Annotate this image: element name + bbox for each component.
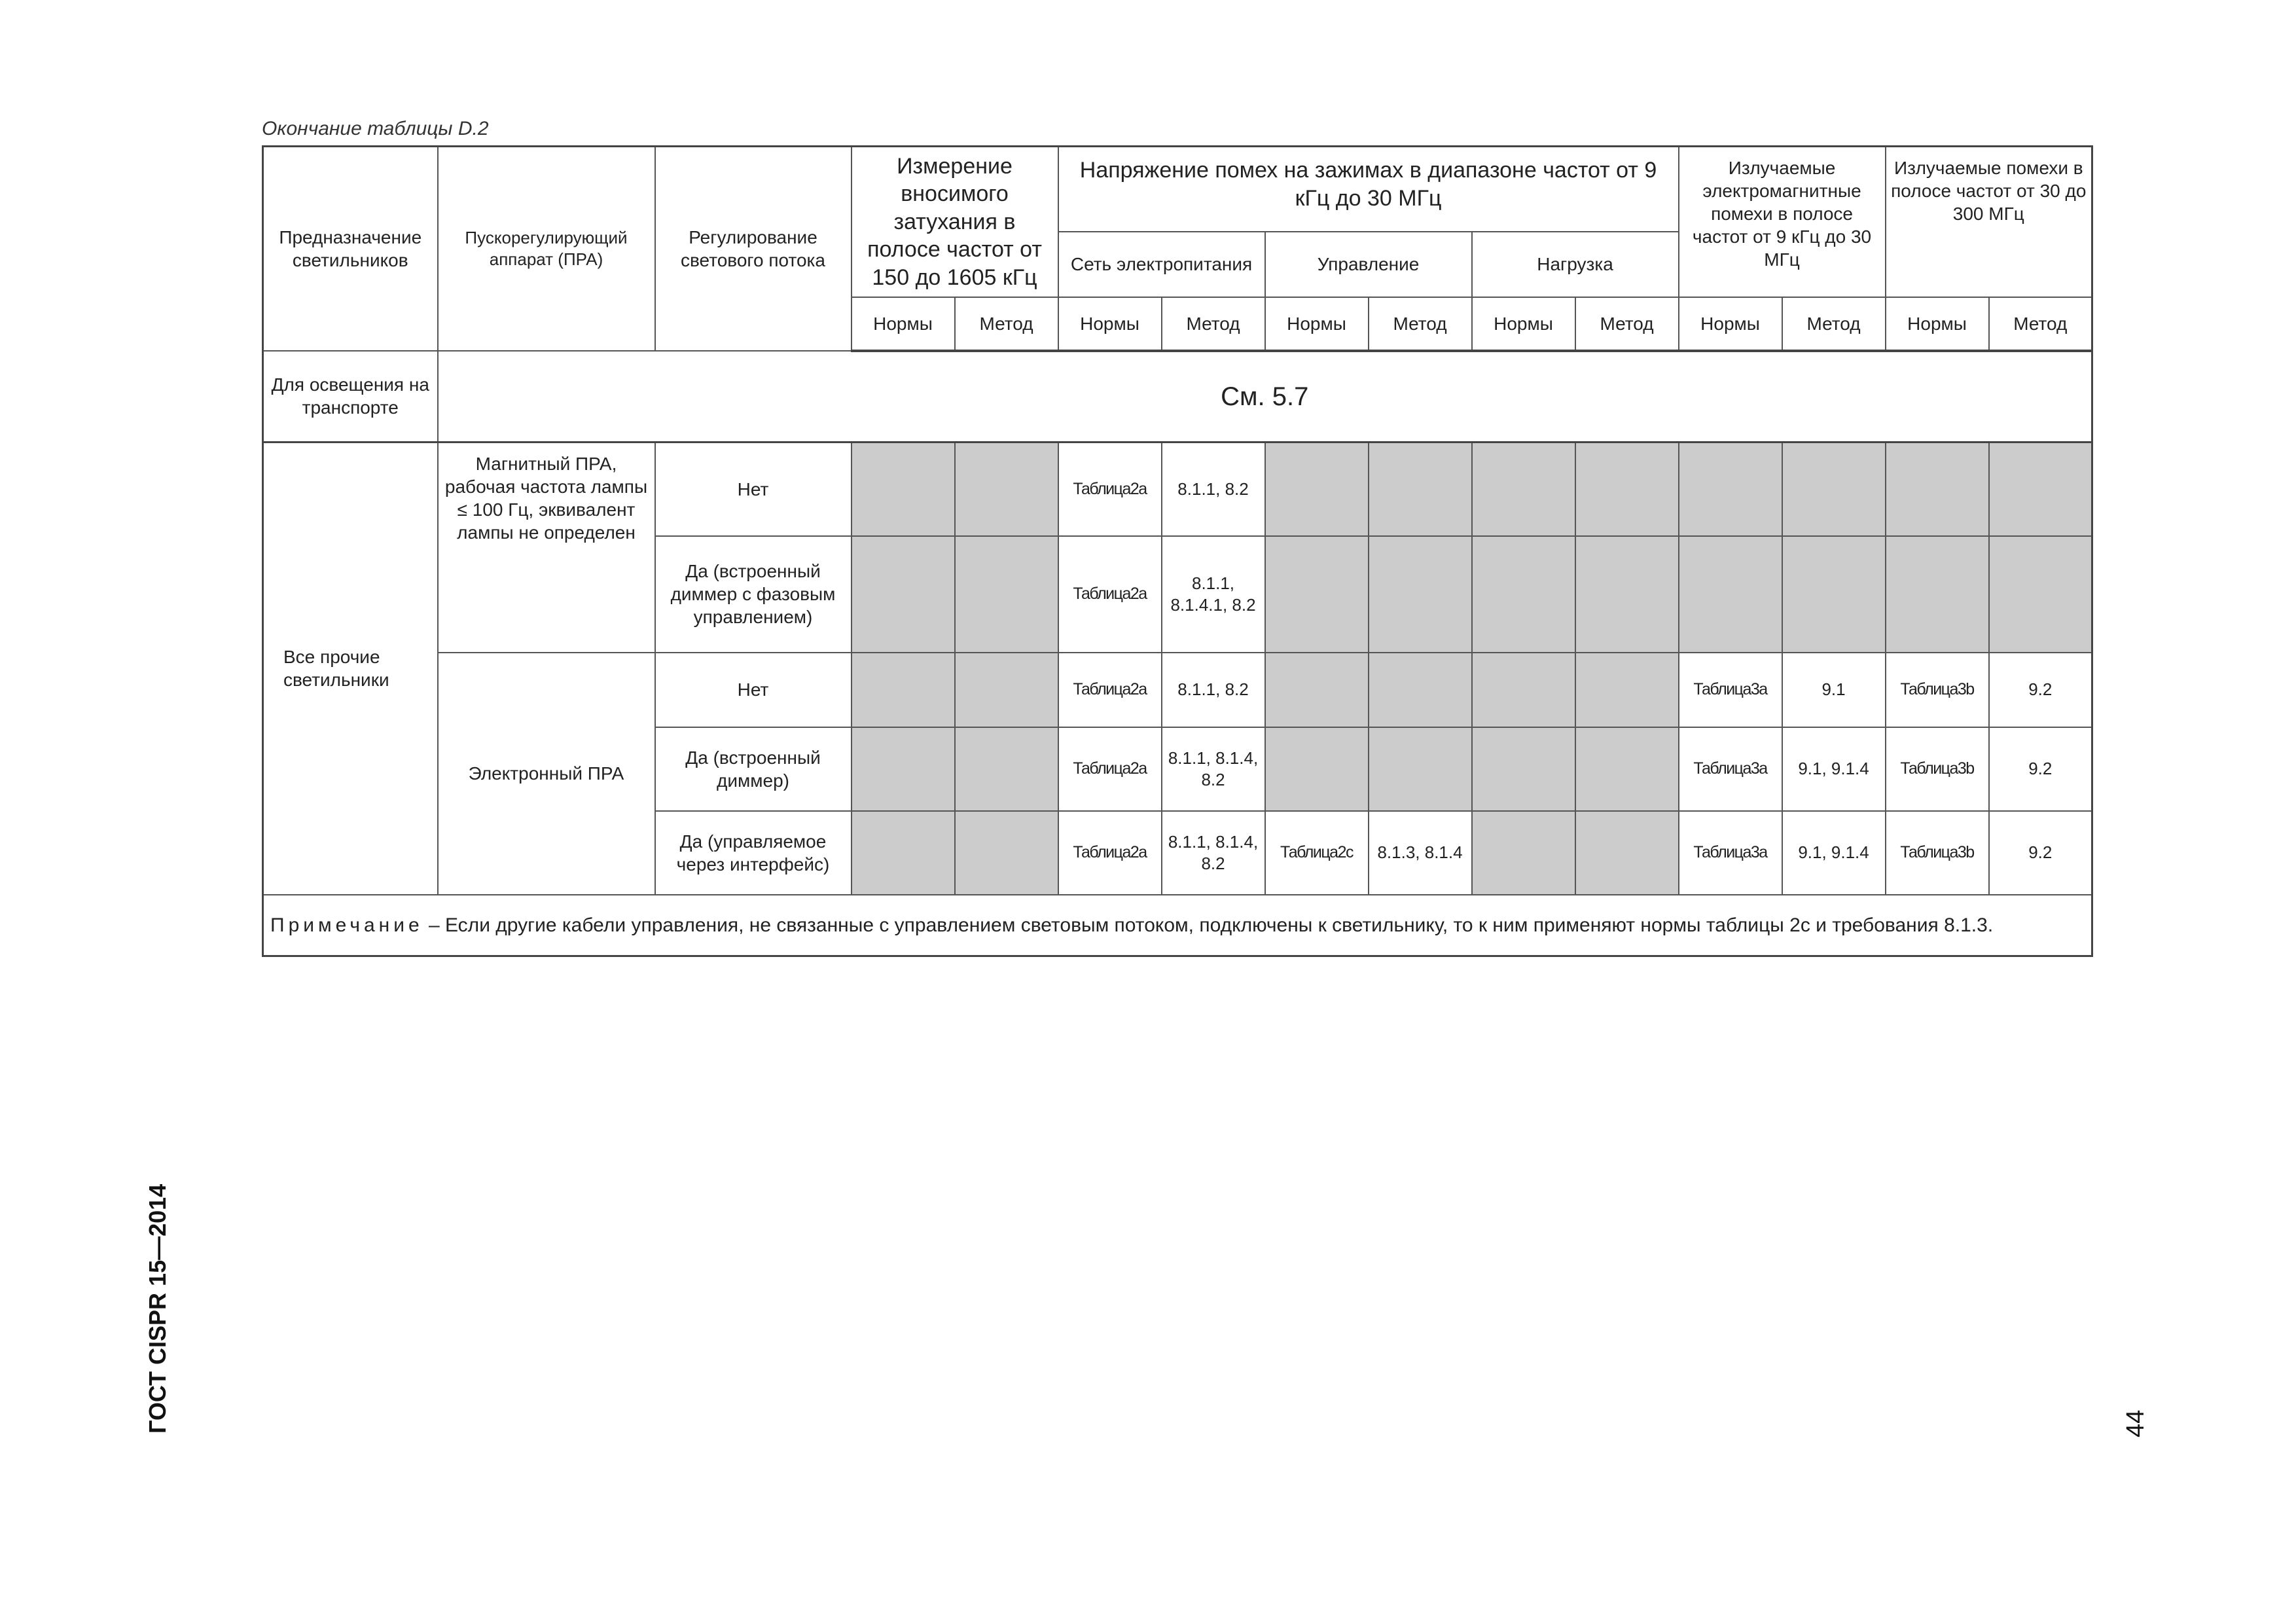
norm-cell: Таблица2a: [1058, 536, 1162, 653]
note-text: – Если другие кабели управления, не связанные с управлением световым потоком, подключены к светильнику, то к ним применяют нормы таблицы 2с и требования 8.1.3.: [423, 914, 1994, 936]
header-row-1: [263, 147, 2092, 232]
norm-cell: Таблица3a: [1679, 653, 1782, 727]
method-cell: 8.1.1, 8.1.4, 8.2: [1162, 811, 1265, 895]
header-radiated-30-300: Излучаемые помехи в полосе частот от 30 до 300 МГц: [1886, 147, 2092, 297]
header-norms: Нормы: [1265, 297, 1369, 351]
empty-cell: [852, 442, 955, 536]
header-method: Метод: [1162, 297, 1265, 351]
norm-cell: Таблица3a: [1679, 811, 1782, 895]
empty-cell: [852, 536, 955, 653]
header-method: Метод: [955, 297, 1058, 351]
empty-cell: [1369, 442, 1472, 536]
header-insertion-loss: Измерение вносимого затухания в полосе частот от 150 до 1605 кГц: [852, 147, 1058, 297]
empty-cell: [1369, 653, 1472, 727]
empty-cell: [955, 653, 1058, 727]
empty-cell: [1472, 653, 1575, 727]
page-number: 44: [2122, 1409, 2149, 1437]
header-norms: Нормы: [1472, 297, 1575, 351]
method-cell: 8.1.1, 8.1.4, 8.2: [1162, 727, 1265, 811]
empty-cell: [852, 653, 955, 727]
empty-cell: [1575, 811, 1679, 895]
empty-cell: [852, 727, 955, 811]
header-purpose: Предназначение светильников: [263, 147, 438, 351]
method-cell: 9.1, 9.1.4: [1782, 727, 1886, 811]
method-cell: 8.1.1, 8.2: [1162, 442, 1265, 536]
empty-cell: [1782, 442, 1886, 536]
method-cell: 9.1, 9.1.4: [1782, 811, 1886, 895]
method-cell: 9.2: [1989, 653, 2092, 727]
table-d2: [262, 145, 2093, 957]
method-cell: 8.1.1, 8.2: [1162, 653, 1265, 727]
other-purpose: Все прочие светильники: [263, 442, 438, 895]
empty-cell: [1575, 442, 1679, 536]
table-row: [263, 442, 2092, 536]
table-row-transport: [263, 351, 2092, 442]
norm-cell: Таблица2a: [1058, 727, 1162, 811]
norm-cell: Таблица2c: [1265, 811, 1369, 895]
empty-cell: [955, 811, 1058, 895]
header-load: Нагрузка: [1472, 232, 1679, 297]
norm-cell: Таблица2a: [1058, 811, 1162, 895]
header-norms: Нормы: [852, 297, 955, 351]
method-cell: 9.2: [1989, 727, 2092, 811]
transport-purpose: Для освещения на транспорте: [263, 351, 438, 442]
header-method: Метод: [1782, 297, 1886, 351]
empty-cell: [955, 442, 1058, 536]
table-row: [263, 653, 2092, 727]
empty-cell: [1679, 536, 1782, 653]
norm-cell: Таблица3b: [1886, 653, 1989, 727]
table-note: [263, 895, 2092, 956]
transport-see: См. 5.7: [438, 351, 2092, 442]
flux-cell: Да (встроенный диммер): [655, 727, 852, 811]
header-norms: Нормы: [1679, 297, 1782, 351]
header-norms: Нормы: [1058, 297, 1162, 351]
header-mains: Сеть электропитания: [1058, 232, 1265, 297]
method-cell: 8.1.3, 8.1.4: [1369, 811, 1472, 895]
empty-cell: [1989, 442, 2092, 536]
empty-cell: [1472, 442, 1575, 536]
header-flux: Регулирование светового потока: [655, 147, 852, 351]
norm-cell: Таблица2a: [1058, 442, 1162, 536]
method-cell: 9.2: [1989, 811, 2092, 895]
empty-cell: [1265, 653, 1369, 727]
header-norms: Нормы: [1886, 297, 1989, 351]
empty-cell: [1575, 653, 1679, 727]
table-caption: Окончание таблицы D.2: [262, 118, 489, 139]
empty-cell: [1575, 536, 1679, 653]
empty-cell: [1886, 536, 1989, 653]
norm-cell: Таблица3b: [1886, 727, 1989, 811]
empty-cell: [955, 727, 1058, 811]
empty-cell: [1575, 727, 1679, 811]
header-method: Метод: [1575, 297, 1679, 351]
header-method: Метод: [1369, 297, 1472, 351]
empty-cell: [1369, 727, 1472, 811]
note-label: Примечание: [270, 914, 423, 936]
empty-cell: [1472, 727, 1575, 811]
header-ballast: Пускорегулирующий аппарат (ПРА): [438, 147, 655, 351]
empty-cell: [1472, 536, 1575, 653]
flux-cell: Нет: [655, 653, 852, 727]
empty-cell: [1472, 811, 1575, 895]
note-row: [263, 895, 2092, 956]
norm-cell: Таблица2a: [1058, 653, 1162, 727]
header-radiated-em: Излучаемые электромагнитные помехи в полосе частот от 9 кГц до 30 МГц: [1679, 147, 1886, 297]
header-control: Управление: [1265, 232, 1472, 297]
empty-cell: [1782, 536, 1886, 653]
empty-cell: [1679, 442, 1782, 536]
magnetic-ballast: Магнитный ПРА, рабочая частота лампы ≤ 100 Гц, эквивалент лампы не определен: [438, 442, 655, 653]
method-cell: 9.1: [1782, 653, 1886, 727]
document-title-vertical: ГОСТ CISPR 15—2014: [144, 1183, 171, 1434]
norm-cell: Таблица3b: [1886, 811, 1989, 895]
empty-cell: [1265, 442, 1369, 536]
empty-cell: [1886, 442, 1989, 536]
empty-cell: [1265, 536, 1369, 653]
flux-cell: Да (встроенный диммер с фазовым управлением): [655, 536, 852, 653]
header-method: Метод: [1989, 297, 2092, 351]
empty-cell: [1369, 536, 1472, 653]
electronic-ballast: Электронный ПРА: [438, 653, 655, 895]
empty-cell: [955, 536, 1058, 653]
header-voltage: Напряжение помех на зажимах в диапазоне частот от 9 кГц до 30 МГц: [1058, 147, 1679, 232]
empty-cell: [852, 811, 955, 895]
empty-cell: [1989, 536, 2092, 653]
flux-cell: Нет: [655, 442, 852, 536]
flux-cell: Да (управляемое через интерфейс): [655, 811, 852, 895]
norm-cell: Таблица3a: [1679, 727, 1782, 811]
empty-cell: [1265, 727, 1369, 811]
method-cell: 8.1.1, 8.1.4.1, 8.2: [1162, 536, 1265, 653]
